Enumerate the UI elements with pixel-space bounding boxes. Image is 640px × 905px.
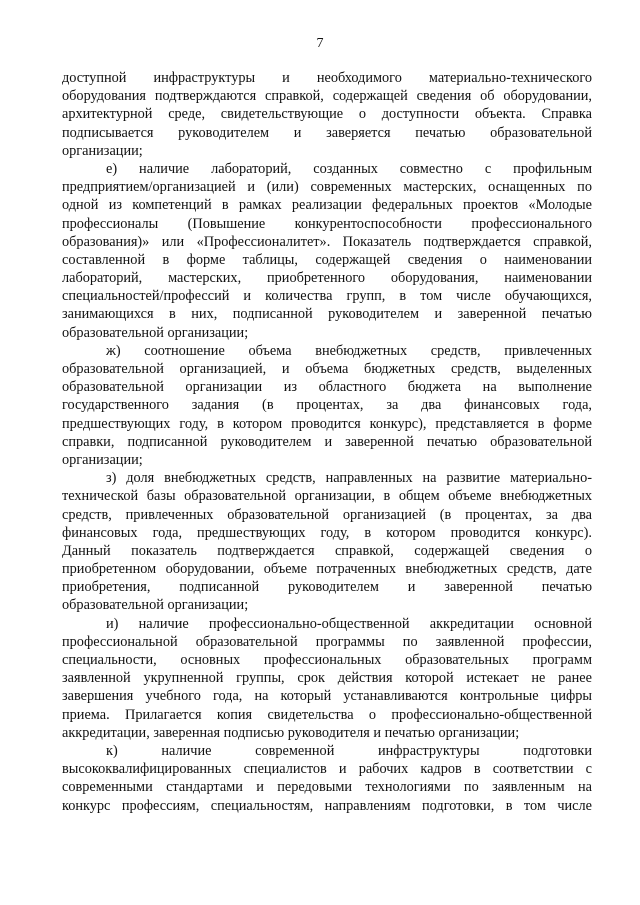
- text-line: приема. Прилагается копия свидетельства о профессионально-общественной: [62, 706, 592, 723]
- text-line: современными стандартами и передовыми технологиями по заявленным на: [62, 779, 592, 796]
- text-line: и) наличие профессионально-общественной аккредитации основной: [106, 615, 592, 632]
- text-line: заявленной укрупненной группы, срок действия которой истекает не ранее: [62, 670, 592, 687]
- text-line: одной из компетенций в рамках реализации федеральных проектов «Молодые: [62, 197, 592, 214]
- text-line: образовательной организации;: [62, 324, 249, 341]
- text-line: образовательной организации из областного бюджета на выполнение: [62, 379, 592, 396]
- text-line: средств, привлеченных образовательной организацией (в процентах, за два: [62, 506, 592, 523]
- body-text: [62, 69, 592, 815]
- text-line: специальностей/профессий и количества групп, в том числе обучающихся,: [62, 288, 592, 305]
- text-line: профессионалы (Повышение конкурентоспособности профессионального: [62, 215, 592, 232]
- text-line: подписывается руководителем и заверяется печатью образовательной: [62, 124, 592, 141]
- text-line: образовательной организацией, и объема бюджетных средств, выделенных: [62, 361, 592, 377]
- text-line: предприятием/организацией и (или) современных мастерских, оснащенных по: [62, 179, 592, 196]
- text-line: занимающихся в них, подписанной руководителем и заверенной печатью: [62, 306, 592, 323]
- text-line: Данный показатель подтверждается справкой, содержащей сведения о: [62, 542, 592, 559]
- text-line: завершения учебного года, на который устанавливаются контрольные цифры: [62, 688, 592, 705]
- text-line: конкурс профессиям, специальностям, направлениям подготовки, в том числе: [62, 797, 592, 814]
- text-line: технической базы образовательной организации, в общем объеме внебюджетных: [62, 488, 592, 505]
- text-line: государственного задания (в процентах, за два финансовых года,: [62, 397, 592, 414]
- text-line: специальности, основных профессиональных образовательных программ: [62, 652, 592, 668]
- text-line: приобретенном оборудовании, объеме потраченных внебюджетных средств, дате: [62, 561, 592, 578]
- text-line: предшествующих году, в котором проводится конкурс), представляется в форме: [62, 415, 592, 432]
- text-line: к) наличие современной инфраструктуры подготовки: [106, 742, 592, 759]
- text-line: профессиональной образовательной программы по заявленной профессии,: [62, 633, 592, 650]
- text-line: финансовых года, предшествующих году, в котором проводится конкурс).: [62, 524, 592, 541]
- text-line: организации;: [62, 142, 143, 159]
- page-number: 7: [316, 36, 324, 51]
- text-line: з) доля внебюджетных средств, направленных на развитие материально-: [106, 470, 592, 487]
- text-line: лабораторий, мастерских, приобретенного оборудования, наименовании: [62, 270, 592, 287]
- text-line: справки, подписанной руководителем и заверенной печатью образовательной: [62, 433, 592, 450]
- text-line: доступной инфраструктуры и необходимого материально-технического: [62, 70, 592, 86]
- text-line: ж) соотношение объема внебюджетных средств, привлеченных: [106, 342, 592, 359]
- text-line: оборудования подтверждаются справкой, содержащей сведения об оборудовании,: [62, 88, 592, 105]
- text-line: архитектурной среде, свидетельствующие о доступности объекта. Справка: [62, 106, 592, 123]
- text-line: образовательной организации;: [62, 597, 249, 614]
- text-line: е) наличие лабораторий, созданных совместно с профильным: [106, 160, 592, 177]
- text-line: высококвалифицированных специалистов и рабочих кадров в соответствии с: [62, 761, 592, 778]
- text-line: организации;: [62, 451, 143, 468]
- text-line: приобретения, подписанной руководителем и заверенной печатью: [62, 579, 592, 596]
- text-line: образования)» или «Профессионалитет». Показатель подтверждается справкой,: [62, 233, 592, 250]
- text-line: составленной в форме таблицы, содержащей сведения о наименовании: [62, 251, 592, 268]
- text-line: аккредитации, заверенная подписью руководителя и печатью организации;: [62, 724, 520, 741]
